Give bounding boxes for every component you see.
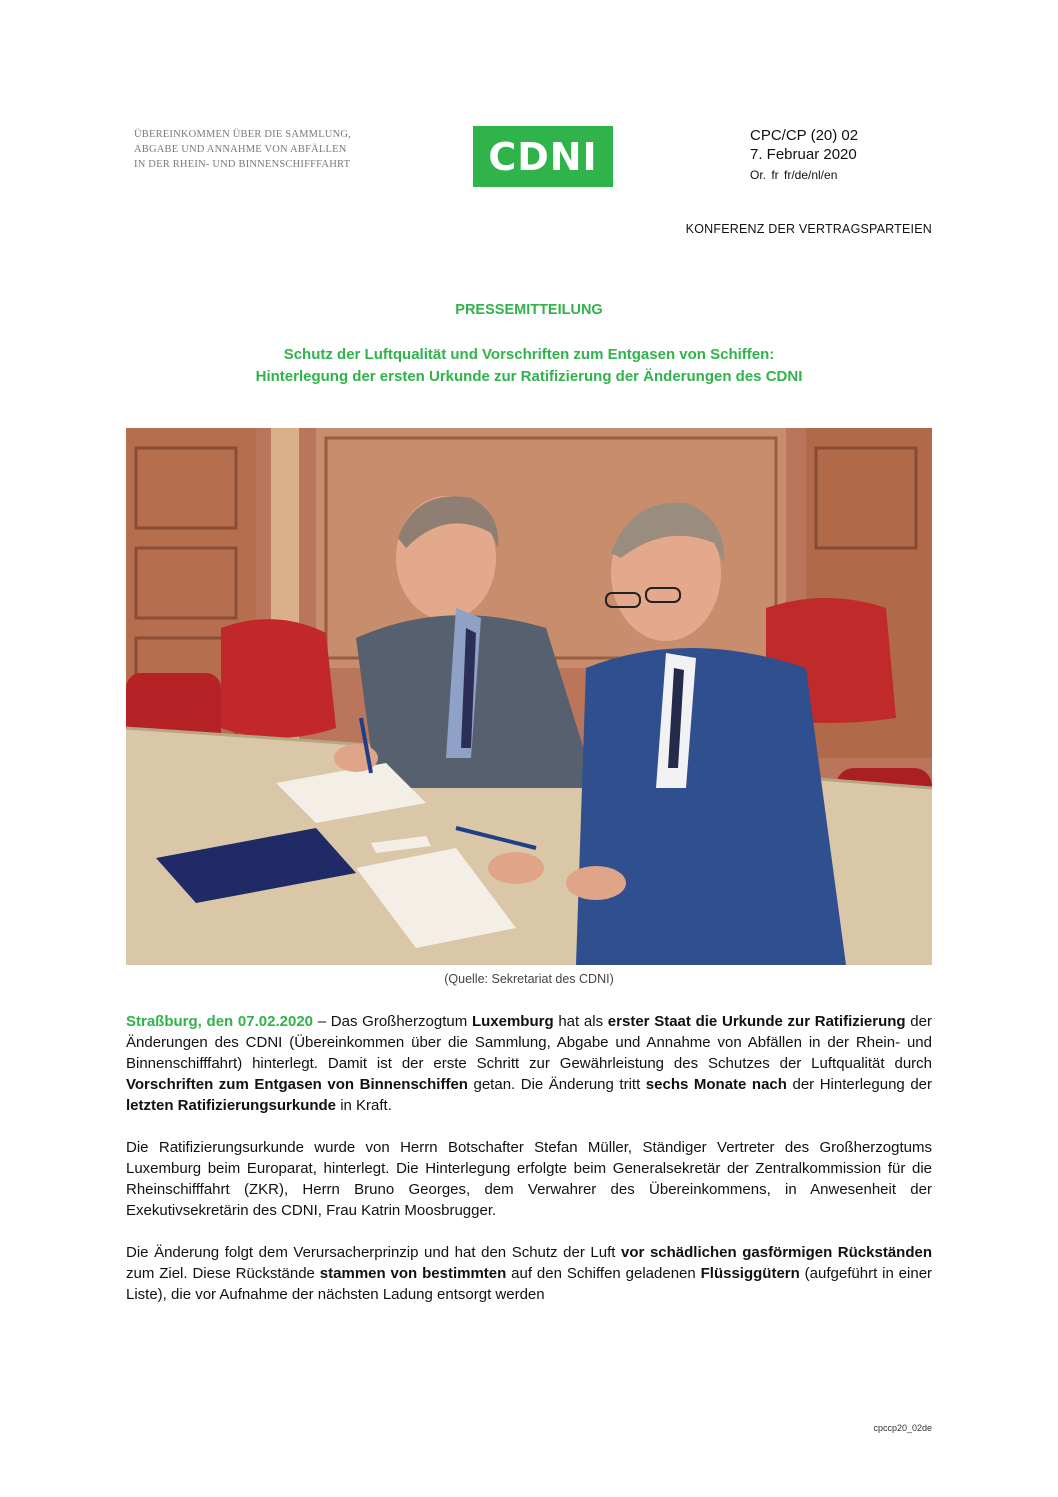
p1-text-2: hat als (553, 1013, 608, 1030)
title-line-2: Hinterlegung der ersten Urkunde zur Ratifizierung der Änderungen des CDNI (255, 368, 803, 385)
org-line-1: ÜBEREINKOMMEN ÜBER DIE SAMMLUNG, (134, 129, 351, 140)
press-release-title (0, 344, 1058, 388)
original-languages: Or. fr fr/de/nl/en (750, 168, 838, 182)
paragraph-1 (126, 1011, 932, 1116)
p1-bold-3: Vorschriften zum Entgasen von Binnenschiffen (126, 1076, 468, 1093)
p3-bold-3: Flüssiggütern (700, 1265, 800, 1282)
p3-text-2: zum Ziel. Diese Rückstände (126, 1265, 320, 1282)
footer-reference: cpccp20_02de (873, 1423, 932, 1433)
organization-name (134, 127, 414, 172)
p1-text-6: in Kraft. (336, 1097, 392, 1114)
p3-bold-1: vor schädlichen gasförmigen Rückständen (621, 1244, 933, 1261)
p3-text-4: (aufgeführt in einer Liste), die vor Aufnahme der nächsten Ladung entsorgt werden (126, 1265, 933, 1303)
org-line-3: IN DER RHEIN- UND BINNENSCHIFFFAHRT (134, 159, 351, 170)
p3-text-3: auf den Schiffen geladenen (506, 1265, 701, 1282)
p1-text-1: – Das Großherzogtum (313, 1013, 472, 1030)
signing-photo-illustration (126, 428, 932, 965)
document-date: 7. Februar 2020 (750, 146, 857, 163)
cdni-logo (473, 126, 613, 187)
paragraph-2: Die Ratifizierungsurkunde wurde von Herrn Botschafter Stefan Müller, Ständiger Vertreter des Großherzogtums Luxemburg beim Europarat, hinterlegt. Die Hinterlegung erfolgte beim Generalsekretär der Zentralkommission für die Rheinschifffahrt (ZKR), Herrn Bruno Georges, dem Verwahrer des Übereinkommens, in Anwesenheit der Exekutivsekretärin des CDNI, Frau Katrin Moosbrugger. (126, 1139, 932, 1219)
dateline: Straßburg, den 07.02.2020 (126, 1013, 314, 1030)
p1-bold-1: Luxemburg (471, 1013, 554, 1030)
paragraph-3 (126, 1242, 932, 1305)
title-line-1: Schutz der Luftqualität und Vorschriften zum Entgasen von Schiffen: (283, 346, 775, 363)
signing-photo (126, 428, 932, 965)
org-line-2: ABGABE UND ANNAHME VON ABFÄLLEN (134, 144, 347, 155)
conference-label: KONFERENZ DER VERTRAGSPARTEIEN (685, 222, 932, 236)
p1-text-3: der Änderungen des CDNI (Übereinkommen über die Sammlung, Abgabe und Annahme von Abfällen in der Rhein- und Binnenschifffahrt) hinterlegt. Damit ist der erste Schritt zur Gewährleistung des Schutzes der Luftqualität durch (126, 1013, 932, 1072)
p3-bold-2: stammen von bestimmten (319, 1265, 507, 1282)
p1-text-4: getan. Die Änderung tritt (467, 1076, 646, 1093)
photo-caption: (Quelle: Sekretariat des CDNI) (444, 972, 614, 986)
document-reference: CPC/CP (20) 02 (750, 127, 859, 144)
p1-text-5: der Hinterlegung der (786, 1076, 932, 1093)
p3-text-1: Die Änderung folgt dem Verursacherprinzip und hat den Schutz der Luft (126, 1244, 622, 1261)
logo-text: CDNI (488, 134, 598, 179)
p1-bold-5: letzten Ratifizierungsurkunde (126, 1097, 337, 1114)
p1-bold-4: sechs Monate nach (645, 1076, 787, 1093)
p1-bold-2: erster Staat die Urkunde zur Ratifizierung (607, 1013, 906, 1030)
press-release-body (126, 1011, 932, 1326)
press-release-label: PRESSEMITTEILUNG (455, 302, 603, 318)
document-reference-block (750, 126, 858, 186)
